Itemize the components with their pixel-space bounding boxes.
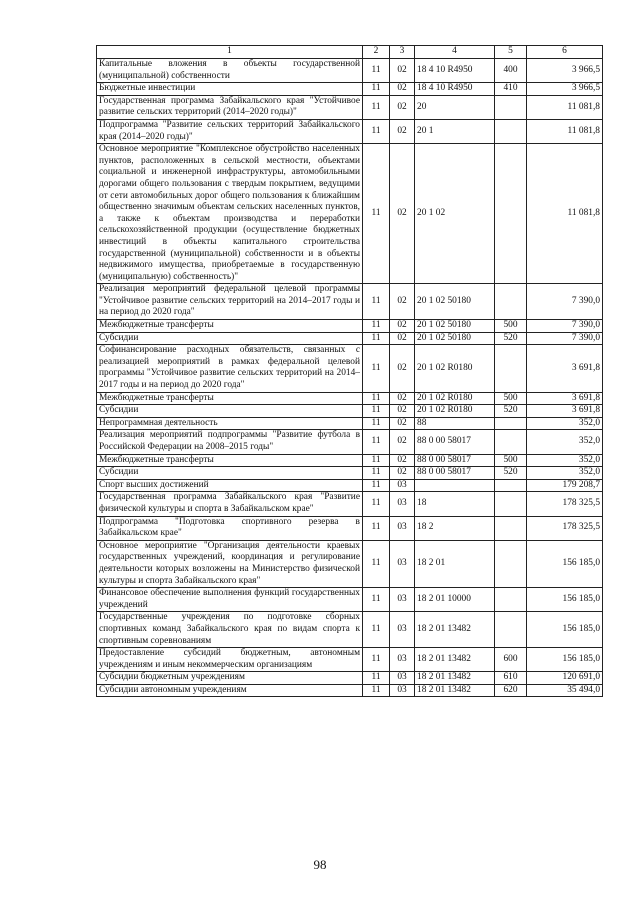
row-name: Субсидии	[97, 467, 363, 480]
row-name: Субсидии	[97, 405, 363, 418]
expense-type-code	[495, 479, 527, 492]
amount: 156 185,0	[527, 648, 603, 672]
amount: 352,0	[527, 417, 603, 430]
budget-table	[96, 45, 603, 697]
expense-type-code: 520	[495, 332, 527, 345]
row-name: Основное мероприятие "Комплексное обустройство населенных пунктов, расположенных в сельской местности, объектами социальной и инженерной инфраструктуры, автомобильными дорогами общего пользования с твердым покрытием, ведущими от сети автомобильных дорог общего пользования к ближайшим общественно значимым объектам сельских населенных пунктов, а также к объектам производства и переработки сельскохозяйственной продукции (осуществление бюджетных инвестиций в объекты капитального строительства государственной (муниципальной) собственности и в объекты недвижимого имущества, приобретаемые в государственную (муниципальную) собственность)"	[97, 144, 363, 284]
subsection-code: 02	[390, 284, 415, 320]
amount: 352,0	[527, 454, 603, 467]
row-name: Реализация мероприятий федеральной целевой программы "Устойчивое развитие сельских территорий на 2014–2017 годы и на период до 2020 года"	[97, 284, 363, 320]
expense-type-code	[495, 612, 527, 648]
subsection-code: 02	[390, 430, 415, 454]
row-name: Государственные учреждения по подготовке сборных спортивных команд Забайкальского края по видам спорта к спортивным соревнованиям	[97, 612, 363, 648]
amount: 7 390,0	[527, 320, 603, 333]
row-name: Государственная программа Забайкальского края "Развитие физической культуры и спорта в Забайкальском крае"	[97, 492, 363, 516]
target-article-code: 20 1 02	[415, 144, 495, 284]
table-row	[97, 345, 603, 392]
expense-type-code: 520	[495, 405, 527, 418]
amount: 179 208,7	[527, 479, 603, 492]
section-code: 11	[363, 284, 390, 320]
section-code: 11	[363, 59, 390, 83]
target-article-code: 18 2 01 13482	[415, 612, 495, 648]
subsection-code: 02	[390, 95, 415, 119]
target-article-code: 18 2	[415, 516, 495, 540]
expense-type-code: 610	[495, 672, 527, 685]
subsection-code: 02	[390, 83, 415, 96]
row-name: Межбюджетные трансферты	[97, 320, 363, 333]
header-cell: 2	[363, 46, 390, 59]
subsection-code: 02	[390, 119, 415, 143]
subsection-code: 02	[390, 345, 415, 392]
subsection-code: 02	[390, 144, 415, 284]
table-row	[97, 417, 603, 430]
section-code: 11	[363, 684, 390, 697]
subsection-code: 02	[390, 59, 415, 83]
table-row	[97, 648, 603, 672]
table-row	[97, 588, 603, 612]
target-article-code: 20 1 02 R0180	[415, 345, 495, 392]
table-row	[97, 332, 603, 345]
subsection-code: 03	[390, 684, 415, 697]
expense-type-code: 410	[495, 83, 527, 96]
section-code: 11	[363, 467, 390, 480]
expense-type-code	[495, 516, 527, 540]
table-row	[97, 684, 603, 697]
section-code: 11	[363, 430, 390, 454]
target-article-code: 18 2 01	[415, 540, 495, 587]
expense-type-code	[495, 588, 527, 612]
target-article-code: 20 1 02 50180	[415, 284, 495, 320]
section-code: 11	[363, 392, 390, 405]
amount: 120 691,0	[527, 672, 603, 685]
target-article-code: 88	[415, 417, 495, 430]
section-code: 11	[363, 345, 390, 392]
table-row	[97, 405, 603, 418]
expense-type-code: 500	[495, 320, 527, 333]
table-row	[97, 119, 603, 143]
row-name: Государственная программа Забайкальского края "Устойчивое развитие сельских территорий (2014–2020 годы)"	[97, 95, 363, 119]
subsection-code: 03	[390, 540, 415, 587]
expense-type-code	[495, 95, 527, 119]
expense-type-code: 500	[495, 392, 527, 405]
row-name: Реализация мероприятий подпрограммы "Развитие футбола в Российской Федерации на 2008–2015 годы"	[97, 430, 363, 454]
amount: 11 081,8	[527, 119, 603, 143]
target-article-code: 20 1 02 R0180	[415, 405, 495, 418]
target-article-code: 18 2 01 10000	[415, 588, 495, 612]
subsection-code: 02	[390, 417, 415, 430]
amount: 3 691,8	[527, 392, 603, 405]
table-row	[97, 392, 603, 405]
section-code: 11	[363, 83, 390, 96]
row-name: Основное мероприятие "Организация деятельности краевых государственных учреждений, координация и регулирование деятельности которых возложены на Министерство физической культуры и спорта Забайкальского края"	[97, 540, 363, 587]
subsection-code: 02	[390, 332, 415, 345]
amount: 7 390,0	[527, 332, 603, 345]
amount: 11 081,8	[527, 95, 603, 119]
row-name: Бюджетные инвестиции	[97, 83, 363, 96]
expense-type-code	[495, 417, 527, 430]
section-code: 11	[363, 672, 390, 685]
amount: 3 691,8	[527, 405, 603, 418]
table-row	[97, 492, 603, 516]
amount: 11 081,8	[527, 144, 603, 284]
target-article-code: 88 0 00 58017	[415, 467, 495, 480]
row-name: Финансовое обеспечение выполнения функций государственных учреждений	[97, 588, 363, 612]
subsection-code: 02	[390, 392, 415, 405]
subsection-code: 02	[390, 405, 415, 418]
section-code: 11	[363, 492, 390, 516]
table-row	[97, 516, 603, 540]
header-cell: 3	[390, 46, 415, 59]
header-row	[97, 46, 603, 59]
section-code: 11	[363, 405, 390, 418]
section-code: 11	[363, 119, 390, 143]
row-name: Подпрограмма "Развитие сельских территорий Забайкальского края (2014–2020 годы)"	[97, 119, 363, 143]
row-name: Подпрограмма "Подготовка спортивного резерва в Забайкальском крае"	[97, 516, 363, 540]
table-row	[97, 95, 603, 119]
expense-type-code: 600	[495, 648, 527, 672]
section-code: 11	[363, 516, 390, 540]
expense-type-code	[495, 144, 527, 284]
section-code: 11	[363, 540, 390, 587]
table-row	[97, 320, 603, 333]
section-code: 11	[363, 332, 390, 345]
expense-type-code: 500	[495, 454, 527, 467]
row-name: Капитальные вложения в объекты государственной (муниципальной) собственности	[97, 59, 363, 83]
subsection-code: 03	[390, 588, 415, 612]
row-name: Субсидии	[97, 332, 363, 345]
amount: 178 325,5	[527, 492, 603, 516]
section-code: 11	[363, 144, 390, 284]
section-code: 11	[363, 454, 390, 467]
subsection-code: 03	[390, 516, 415, 540]
target-article-code: 18 4 10 R4950	[415, 59, 495, 83]
expense-type-code	[495, 119, 527, 143]
section-code: 11	[363, 320, 390, 333]
amount: 7 390,0	[527, 284, 603, 320]
target-article-code: 20 1 02 50180	[415, 320, 495, 333]
target-article-code: 18 2 01 13482	[415, 672, 495, 685]
target-article-code: 20 1 02 R0180	[415, 392, 495, 405]
amount: 3 966,5	[527, 83, 603, 96]
amount: 352,0	[527, 430, 603, 454]
section-code: 11	[363, 648, 390, 672]
row-name: Субсидии автономным учреждениям	[97, 684, 363, 697]
subsection-code: 03	[390, 479, 415, 492]
expense-type-code: 620	[495, 684, 527, 697]
subsection-code: 03	[390, 492, 415, 516]
target-article-code: 18	[415, 492, 495, 516]
expense-type-code	[495, 430, 527, 454]
target-article-code: 20 1 02 50180	[415, 332, 495, 345]
amount: 3 691,8	[527, 345, 603, 392]
expense-type-code: 400	[495, 59, 527, 83]
section-code: 11	[363, 479, 390, 492]
table-row	[97, 672, 603, 685]
header-cell: 6	[527, 46, 603, 59]
section-code: 11	[363, 588, 390, 612]
table-row	[97, 83, 603, 96]
header-cell: 4	[415, 46, 495, 59]
row-name: Предоставление субсидий бюджетным, автономным учреждениям и иным некоммерческим организациям	[97, 648, 363, 672]
amount: 156 185,0	[527, 612, 603, 648]
expense-type-code	[495, 492, 527, 516]
row-name: Софинансирование расходных обязательств, связанных с реализацией мероприятий в рамках федеральной целевой программы "Устойчивое развитие сельских территорий на 2014–2017 годы и на период до 2020 года"	[97, 345, 363, 392]
target-article-code: 18 4 10 R4950	[415, 83, 495, 96]
table-row	[97, 454, 603, 467]
target-article-code: 20 1	[415, 119, 495, 143]
target-article-code: 18 2 01 13482	[415, 648, 495, 672]
subsection-code: 03	[390, 672, 415, 685]
table-row	[97, 144, 603, 284]
expense-type-code	[495, 345, 527, 392]
subsection-code: 02	[390, 467, 415, 480]
row-name: Межбюджетные трансферты	[97, 392, 363, 405]
amount: 156 185,0	[527, 540, 603, 587]
target-article-code: 20	[415, 95, 495, 119]
table-row	[97, 430, 603, 454]
page-number: 98	[313, 857, 327, 872]
section-code: 11	[363, 95, 390, 119]
table-row	[97, 612, 603, 648]
expense-type-code: 520	[495, 467, 527, 480]
target-article-code: 88 0 00 58017	[415, 454, 495, 467]
row-name: Субсидии бюджетным учреждениям	[97, 672, 363, 685]
expense-type-code	[495, 540, 527, 587]
section-code: 11	[363, 612, 390, 648]
row-name: Непрограммная деятельность	[97, 417, 363, 430]
table-row	[97, 59, 603, 83]
row-name: Межбюджетные трансферты	[97, 454, 363, 467]
table-row	[97, 479, 603, 492]
section-code: 11	[363, 417, 390, 430]
amount: 156 185,0	[527, 588, 603, 612]
target-article-code: 18 2 01 13482	[415, 684, 495, 697]
subsection-code: 03	[390, 612, 415, 648]
amount: 178 325,5	[527, 516, 603, 540]
target-article-code: 88 0 00 58017	[415, 430, 495, 454]
subsection-code: 02	[390, 454, 415, 467]
expense-type-code	[495, 284, 527, 320]
table-row	[97, 540, 603, 587]
amount: 35 494,0	[527, 684, 603, 697]
amount: 352,0	[527, 467, 603, 480]
header-cell: 1	[97, 46, 363, 59]
table-row	[97, 284, 603, 320]
row-name: Спорт высших достижений	[97, 479, 363, 492]
target-article-code	[415, 479, 495, 492]
amount: 3 966,5	[527, 59, 603, 83]
subsection-code: 02	[390, 320, 415, 333]
header-cell: 5	[495, 46, 527, 59]
subsection-code: 03	[390, 648, 415, 672]
table-row	[97, 467, 603, 480]
